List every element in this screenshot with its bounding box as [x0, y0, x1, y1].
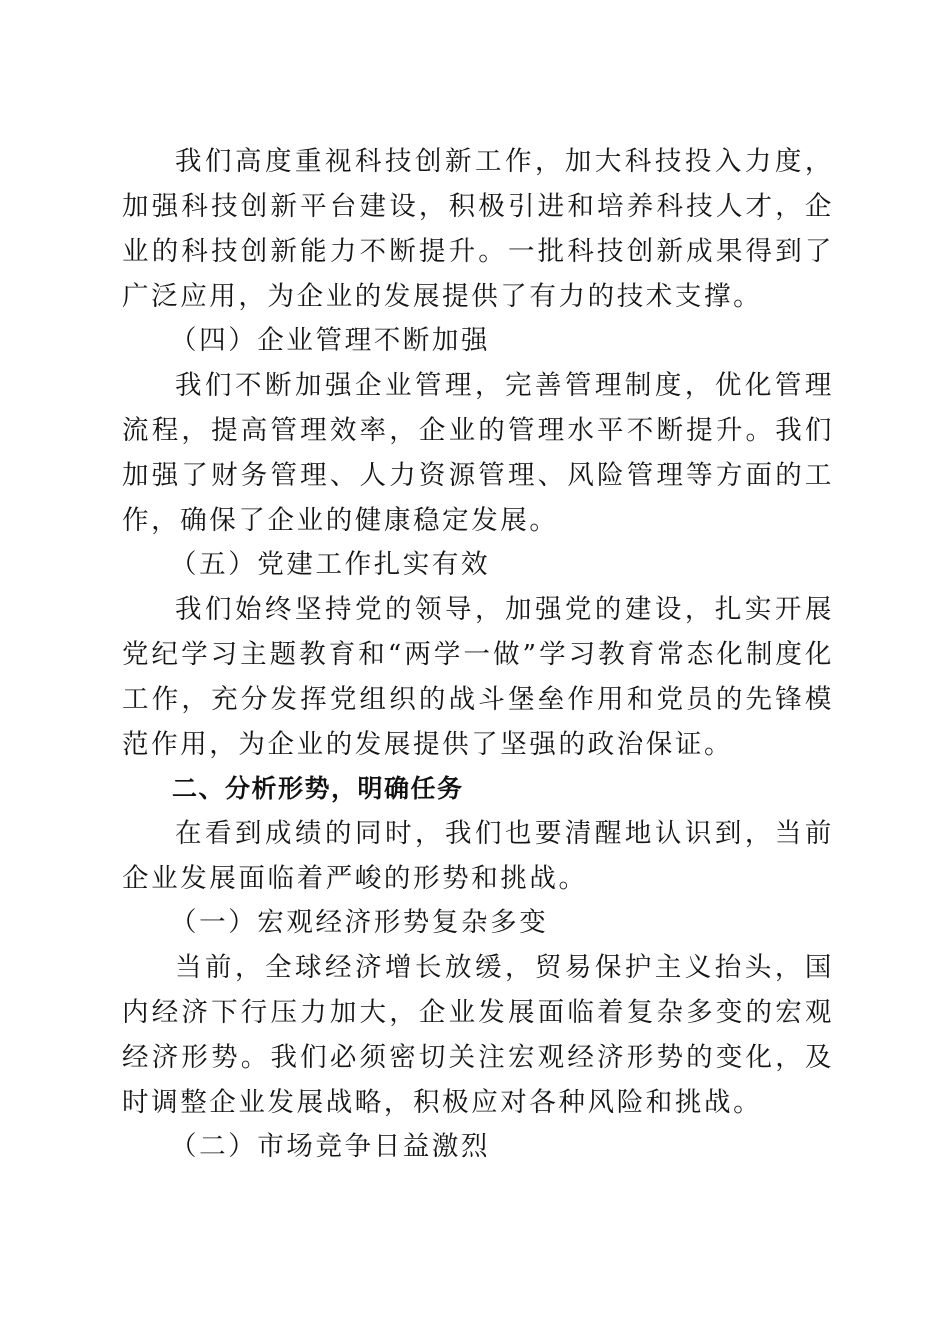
subheading-management: （四）企业管理不断加强: [170, 325, 491, 356]
subheading-party-building: （五）党建工作扎实有效: [170, 549, 491, 580]
paragraph-tech-innovation: 我们高度重视科技创新工作，加大科技投入力度，加强科技创新平台建设，积极引进和培养科技人才，企业的科技创新能力不断提升。一批科技创新成果得到了广泛应用，为企业的发展提供了有力的技术支撑。: [122, 146, 834, 312]
paragraph-management: 我们不断加强企业管理，完善管理制度，优化管理流程，提高管理效率，企业的管理水平不断提升。我们加强了财务管理、人力资源管理、风险管理等方面的工作，确保了企业的健康稳定发展。: [122, 370, 834, 536]
section-heading-situation: 二、分析形势，明确任务: [172, 774, 464, 803]
subheading-market-competition: （二）市场竞争日益激烈: [170, 1131, 491, 1162]
paragraph-macro-economy: 当前，全球经济增长放缓，贸易保护主义抬头，国内经济下行压力加大，企业发展面临着复杂多变的宏观经济形势。我们必须密切关注宏观经济形势的变化，及时调整企业发展战略，积极应对各种风险和挑战。: [122, 952, 834, 1118]
subheading-macro-economy: （一）宏观经济形势复杂多变: [170, 907, 549, 938]
paragraph-party-building: 我们始终坚持党的领导，加强党的建设，扎实开展党纪学习主题教育和“两学一做”学习教育常态化制度化工作，充分发挥党组织的战斗堡垒作用和党员的先锋模范作用，为企业的发展提供了坚强的政治保证。: [122, 594, 834, 760]
paragraph-situation-intro: 在看到成绩的同时，我们也要清醒地认识到，当前企业发展面临着严峻的形势和挑战。: [122, 818, 834, 894]
